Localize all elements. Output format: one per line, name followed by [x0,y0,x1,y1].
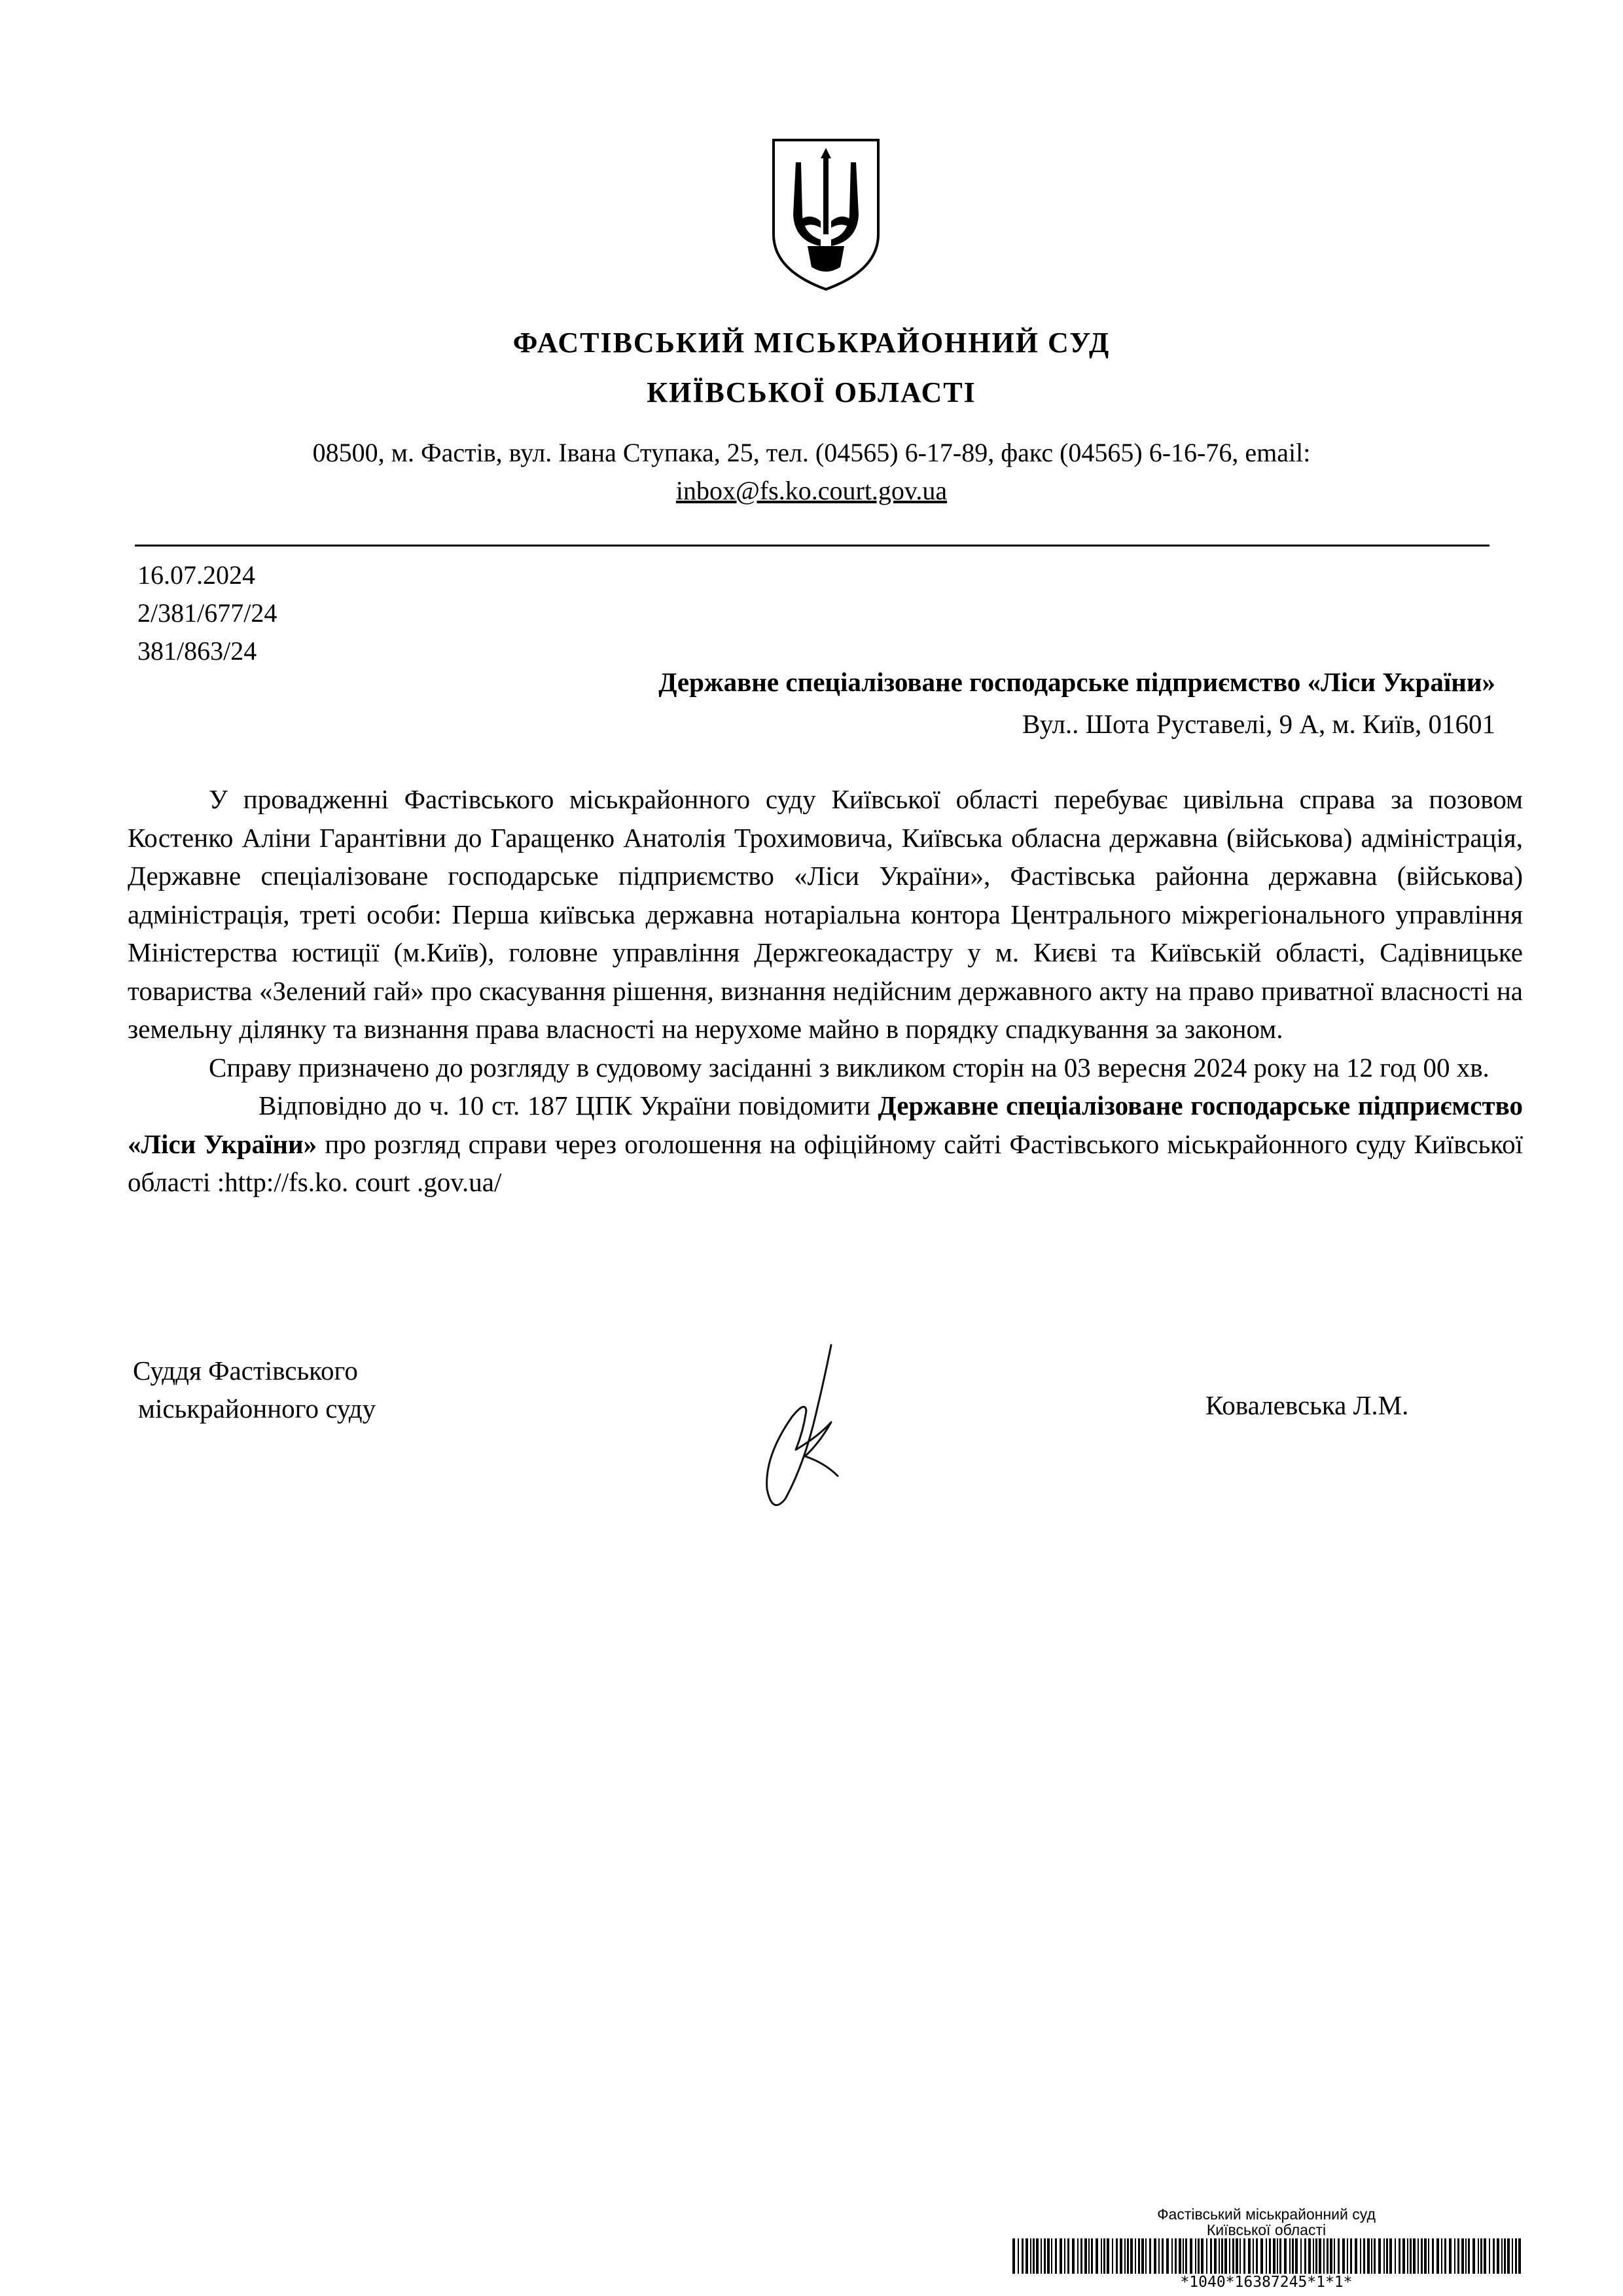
barcode-bar [1266,2238,1267,2274]
letter-body [128,780,1523,1202]
barcode-bar [1386,2238,1388,2274]
barcode-bar [1091,2238,1093,2274]
barcode-bar [1347,2238,1348,2274]
barcode-bar [1342,2238,1345,2274]
barcode-bar [1256,2238,1258,2274]
barcode-bar [1044,2238,1046,2274]
barcode-bar [1219,2238,1220,2274]
barcode-bar [1472,2238,1475,2274]
barcode-bar [1300,2238,1302,2274]
barcode-bar [1080,2238,1082,2274]
barcode-bar [1210,2238,1212,2274]
barcode-bar [1279,2238,1281,2274]
barcode-bar [1012,2238,1015,2274]
barcode-bar [1277,2238,1278,2274]
barcode-bar [1116,2238,1118,2274]
barcode-bar [1410,2238,1412,2274]
barcode-bar [1374,2238,1376,2274]
barcode-bar [1101,2238,1102,2274]
barcode-bar [1402,2238,1405,2274]
barcode-bar [1145,2238,1147,2274]
body-paragraph-2: Справу призначено до розгляду в судовому засіданні з викликом сторін на 03 вересня 2024 року на 12 год 00 хв. [209,1052,1489,1083]
barcode-bar [1248,2238,1251,2274]
barcode-bar [1198,2238,1200,2274]
barcode-bar [1229,2238,1230,2274]
barcode-bar [1465,2238,1467,2274]
barcode-bar [1504,2238,1506,2274]
paragraph3-start: Відповідно до ч. 10 ст. 187 ЦПК України повідомити [259,1090,870,1121]
barcode-bar [1022,2238,1024,2274]
barcode-bar [1236,2238,1238,2274]
barcode-bar [1201,2238,1204,2274]
barcode-bar [1120,2238,1122,2274]
judge-name: Ковалевська Л.М. [1205,1390,1409,1420]
judge-position [133,1352,376,1427]
barcode-bar [1308,2238,1311,2274]
barcode-bar [1088,2238,1090,2274]
barcode-bar [1334,2238,1335,2274]
barcode-bar [1330,2238,1332,2274]
case-number: 381/863/24 [137,636,257,666]
barcode-bar [1036,2238,1039,2274]
barcode-bar [1395,2238,1396,2274]
court-address: 08500, м. Фастів, вул. Івана Ступака, 25, тел. (04565) 6-17-89, факс (04565) 6-16-76, email: [312,438,1311,467]
barcode-bar [1454,2238,1455,2274]
barcode-bar [1190,2238,1192,2274]
barcode-bar [1107,2238,1109,2274]
barcode-bar [1162,2238,1164,2274]
barcode-bar [1432,2238,1434,2274]
barcode-bar [1260,2238,1263,2274]
court-stamp-line2: Київської області [1206,2221,1327,2238]
barcode-bar [1295,2238,1298,2274]
barcode-bar [1436,2238,1439,2274]
barcode-bar [1018,2238,1019,2274]
barcode-bar [1253,2238,1254,2274]
barcode-bar [1103,2238,1105,2274]
barcode-bar [1240,2238,1241,2274]
barcode-bar [1449,2238,1452,2274]
barcode-bar [1418,2238,1419,2274]
barcode-bar [1338,2238,1340,2274]
barcode-bar [1478,2238,1479,2274]
barcode-bar [1360,2238,1361,2274]
body-paragraph-3 [128,1086,1523,1202]
court-stamp-line1: Фастівський міськрайонний суд [1157,2206,1376,2223]
barcode-bar [1171,2238,1173,2274]
recipient-name: Державне спеціалізоване господарське підприємство «Ліси України» [658,667,1495,697]
barcode-bar [1363,2238,1365,2274]
barcode-bar [1304,2238,1306,2274]
barcode-bar [1067,2238,1069,2274]
barcode-bar [1077,2238,1079,2274]
recipient-address: Вул.. Шота Руставелі, 9 А, м. Київ, 01601 [1022,709,1495,739]
barcode-bar [1055,2238,1057,2274]
barcode-bar [1413,2238,1416,2274]
barcode-bar [1135,2238,1136,2274]
barcode-bar [1327,2238,1329,2274]
paragraph3-recipient: Державне спеціалізоване господарське підприємство «Ліси України» [128,1090,1524,1159]
barcode-bar [1493,2238,1495,2274]
barcode-bar [1183,2238,1184,2274]
barcode-bar [1084,2238,1087,2274]
barcode-bar [1407,2238,1408,2274]
court-name-line1: ФАСТІВСЬКИЙ МІСЬКРАЙОННИЙ СУД [512,327,1111,359]
barcode-bar [1315,2238,1317,2274]
barcode-bar [1457,2238,1459,2274]
barcode-bar [1221,2238,1223,2274]
barcode-bar [1166,2238,1169,2274]
handwritten-signature [733,1338,864,1509]
barcode-bar [1501,2238,1503,2274]
paragraph3-end: про розгляд справи через оголошення на офіційному сайті Фастівського міськрайонного суду Київської області :http://fs.ko. court .gov.ua/ [128,1128,1523,1197]
barcode-bar [1319,2238,1321,2274]
barcode-bar [1515,2238,1517,2274]
body-paragraph-1: У провадженні Фастівського міськрайонного суду Київської області перебуває цивільна справа за позовом Костенко Аліни Гарантівни до Гаращенко Анатолія Трохимовича, Київська обласна державна (військова) адміністрація, Державне спеціалізоване господарське підприємство «Ліси України», Фастівська районна державна (військова) адміністрація, треті особи: Перша київська державна нотаріальна контора Центрального міжрегіонального управління Міністерства юстиції (м.Київ), головне управління Держгеокадастру у м. Києві та Київській області, Садівницьке товариства «Зелений гай» про скасування рішення, визнання недійсним державного акту на право приватної власності на земельну ділянку та визнання права власності на нерухоме майно в порядку спадкування за законом. [128,784,1523,1044]
barcode-bar [1154,2238,1156,2274]
barcode-bar [1468,2238,1470,2274]
barcode-number: *1040*16387245*1*1* [1180,2274,1353,2291]
barcode-bar [1041,2238,1042,2274]
barcode-bar [1158,2238,1160,2274]
barcode-bar [1273,2238,1275,2274]
barcode-bar [1224,2238,1227,2274]
barcode-bar [1124,2238,1126,2274]
document-date: 16.07.2024 [137,560,255,590]
barcode-bar [1289,2238,1291,2274]
barcode-bar [1518,2238,1521,2274]
barcode-bar [1444,2238,1446,2274]
barcode-bar [1175,2238,1177,2274]
barcode-bar [1421,2238,1423,2274]
barcode-bar [1489,2238,1490,2274]
barcode-bar [1355,2238,1357,2274]
barcode-bar [1185,2238,1187,2274]
court-name-line2: КИЇВСЬКОЇ ОБЛАСТІ [647,376,976,408]
coat-of-arms-emblem [770,136,882,293]
barcode-bar [1383,2238,1385,2274]
barcode-bar [1424,2238,1427,2274]
barcode-bar [1284,2238,1287,2274]
barcode-bar [1130,2238,1133,2274]
barcode-bar [1243,2238,1245,2274]
barcode-bar [1195,2238,1196,2274]
barcode-bar [1507,2238,1510,2274]
barcode-bar [1389,2238,1392,2274]
barcode-bar [1149,2238,1151,2274]
outgoing-number: 2/381/677/24 [137,598,277,628]
court-email-link[interactable]: inbox@fs.ko.court.gov.ua [675,476,948,505]
barcode-bar [1512,2238,1513,2274]
barcode-bar [1072,2238,1075,2274]
barcode-bar [1064,2238,1065,2274]
barcode-bar [1292,2238,1294,2274]
barcode-bar [1026,2238,1028,2274]
barcode-bar [1367,2238,1370,2274]
barcode-bar [1214,2238,1217,2274]
barcode-bar [1096,2238,1098,2274]
barcode-bar [1127,2238,1129,2274]
barcode-bar [1112,2238,1113,2274]
judge-position-line2: міськрайонного суду [138,1393,376,1424]
barcode [1011,2238,1522,2274]
barcode-bar [1350,2238,1352,2274]
barcode-bar [1138,2238,1140,2274]
barcode-bar [1269,2238,1271,2274]
barcode-bar [1461,2238,1464,2274]
barcode-bar [1030,2238,1031,2274]
barcode-bar [1480,2238,1482,2274]
barcode-bar [1428,2238,1429,2274]
judge-position-line1: Суддя Фастівського [133,1355,358,1386]
barcode-bar [1497,2238,1499,2274]
barcode-bar [1206,2238,1207,2274]
barcode-bar [1378,2238,1381,2274]
barcode-bar [1399,2238,1400,2274]
barcode-bar [1371,2238,1372,2274]
barcode-bar [1313,2238,1314,2274]
barcode-bar [1141,2238,1144,2274]
document-meta [137,556,277,670]
barcode-bar [1060,2238,1062,2274]
barcode-bar [1484,2238,1486,2274]
barcode-bar [1047,2238,1050,2274]
barcode-bar [1323,2238,1325,2274]
barcode-bar [1179,2238,1181,2274]
barcode-bar [1051,2238,1052,2274]
barcode-bar [1232,2238,1234,2274]
barcode-bar [1033,2238,1035,2274]
barcode-bar [1441,2238,1442,2274]
header-divider [135,545,1489,547]
